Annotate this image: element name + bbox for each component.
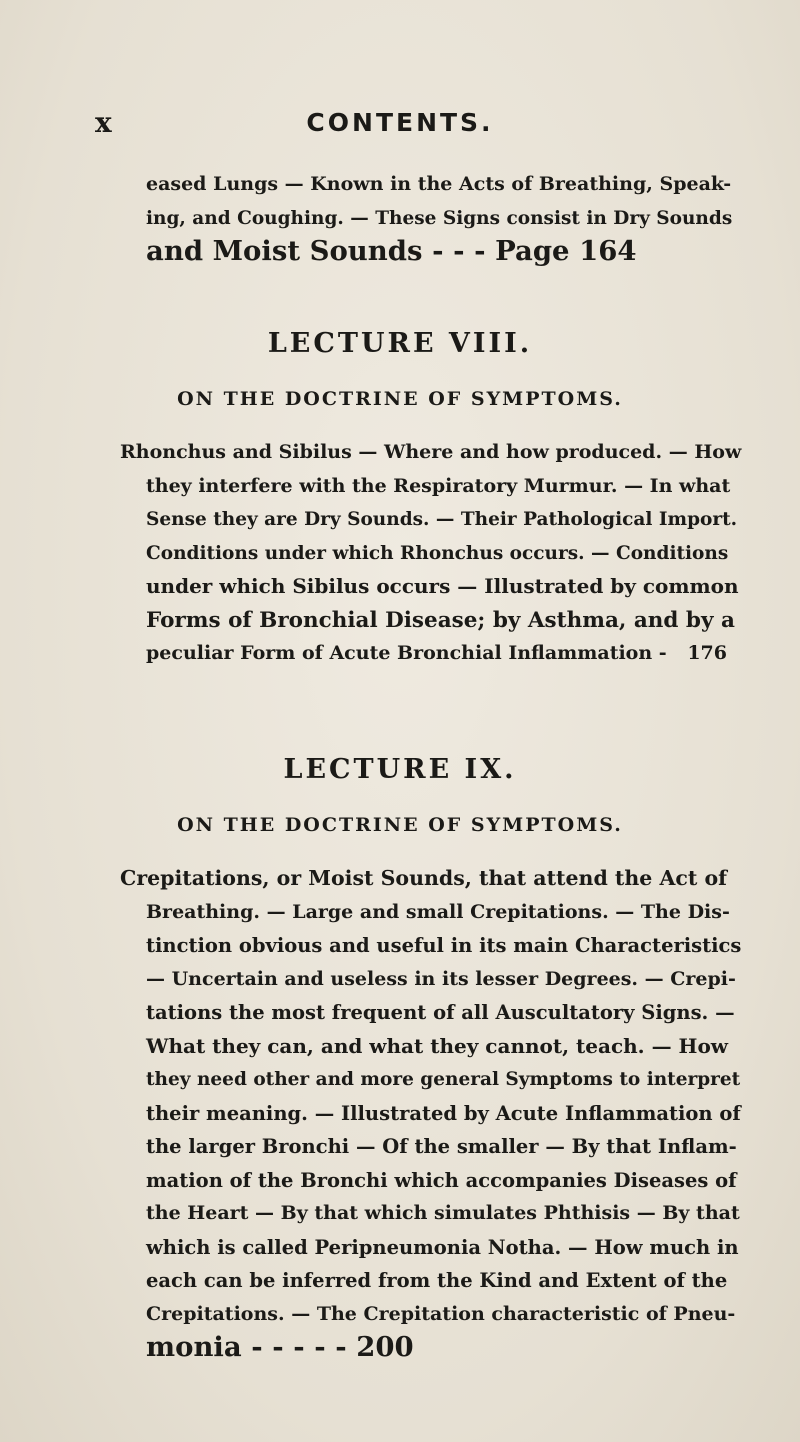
entry-page-ref: 200 (356, 1331, 414, 1363)
entry-last-line (120, 637, 740, 671)
entry-line: the Heart — By that which simulates Phthisis — By that (146, 1202, 740, 1224)
page-header (0, 106, 800, 146)
lecture-8-subtitle: ON THE DOCTRINE OF SYMPTOMS. (177, 388, 623, 410)
entry-line: Crepitations, or Moist Sounds, that attend the Act of (120, 866, 727, 890)
lecture-9-title: LECTURE IX. (283, 754, 517, 785)
entry-leaders: - (658, 642, 667, 664)
entry-line: Crepitations. — The Crepitation characteristic of Pneu- (146, 1302, 736, 1325)
entry-line: ing, and Coughing. — These Signs consist in Dry Sounds (146, 207, 733, 229)
entry-line: Forms of Bronchial Disease; by Asthma, and by a (146, 607, 735, 633)
entry-line: Breathing. — Large and small Crepitations. — The Dis- (146, 900, 730, 923)
running-head: CONTENTS. (306, 108, 494, 137)
contents-entry-continued (120, 168, 740, 269)
entry-line: mation of the Bronchi which accompanies Diseases of (146, 1168, 737, 1192)
entry-line: each can be inferred from the Kind and Extent of the (146, 1269, 728, 1292)
entry-line: Sense they are Dry Sounds. — Their Pathological Import. (146, 509, 738, 530)
entry-last-line (120, 1331, 740, 1365)
entry-line: Conditions under which Rhonchus occurs. — Conditions (146, 542, 729, 564)
entry-line: under which Sibilus occurs — Illustrated by common (146, 574, 739, 598)
entry-line-text: and Moist Sounds (146, 235, 423, 267)
entry-line: their meaning. — Illustrated by Acute Inflammation of (146, 1101, 741, 1125)
lecture-9-summary (120, 862, 740, 1365)
entry-page-ref: Page 164 (495, 235, 637, 267)
entry-leaders: - - - - - (251, 1331, 347, 1363)
entry-line: — Uncertain and useless in its lesser Degrees. — Crepi- (146, 967, 736, 990)
lecture-8-summary (120, 436, 740, 671)
entry-line: which is called Peripneumonia Notha. — How much in (146, 1235, 739, 1259)
entry-line: eased Lungs — Known in the Acts of Breathing, Speak- (146, 173, 732, 195)
entry-last-line (120, 235, 740, 269)
entry-leaders: - - - (432, 235, 486, 267)
entry-line-text: peculiar Form of Acute Bronchial Inflammation (146, 642, 653, 664)
lecture-9-subtitle: ON THE DOCTRINE OF SYMPTOMS. (177, 814, 623, 836)
lecture-8-title: LECTURE VIII. (267, 328, 533, 359)
entry-line: Rhonchus and Sibilus — Where and how produced. — How (120, 441, 742, 463)
entry-line: they interfere with the Respiratory Murmur. — In what (146, 474, 731, 497)
entry-line: the larger Bronchi — Of the smaller — By that Inflam- (146, 1135, 737, 1158)
entry-page-ref: 176 (687, 642, 727, 664)
entry-line: tations the most frequent of all Auscultatory Signs. — (146, 1001, 735, 1024)
entry-line-text: monia (146, 1331, 242, 1363)
entry-line: they need other and more general Symptoms to interpret (146, 1069, 741, 1090)
entry-line: tinction obvious and useful in its main Characteristics (146, 934, 742, 957)
entry-line: What they can, and what they cannot, teach. — How (146, 1033, 729, 1058)
page-folio: x (95, 106, 112, 139)
